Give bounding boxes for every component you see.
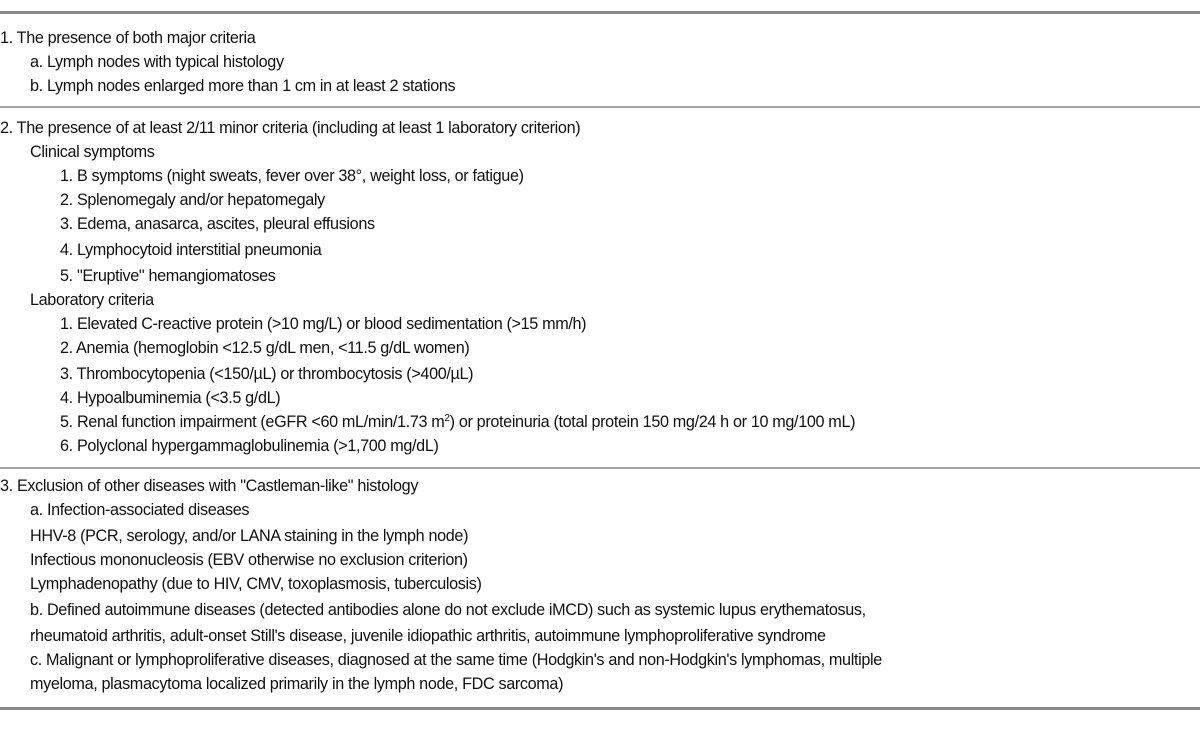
criterion-item: 4. Lymphocytoid interstitial pneumonia (60, 241, 322, 259)
superscript: 2 (444, 413, 450, 424)
exclusion-item: HHV-8 (PCR, serology, and/or LANA staining in the lymph node) (30, 527, 469, 545)
section-divider (0, 467, 1200, 469)
criterion-item: 1. B symptoms (night sweats, fever over 38°, weight loss, or fatigue) (60, 167, 524, 185)
exclusion-item: Infectious mononucleosis (EBV otherwise no exclusion criterion) (30, 551, 468, 569)
exclusion-item: rheumatoid arthritis, adult-onset Still's disease, juvenile idiopathic arthritis, autoimmune lymphoproliferative syndrome (30, 627, 826, 645)
bottom-rule (0, 707, 1200, 710)
section-heading: 3. Exclusion of other diseases with "Castleman-like" histology (0, 477, 419, 495)
criterion-item: 5. "Eruptive" hemangiomatoses (60, 267, 276, 285)
criterion-item: 2. Anemia (hemoglobin <12.5 g/dL men, <11.5 g/dL women) (60, 339, 470, 357)
subheading-laboratory-criteria: Laboratory criteria (30, 291, 154, 309)
criterion-item: a. Lymph nodes with typical histology (30, 53, 284, 71)
renal-text-start: 5. Renal function impairment (eGFR <60 mL/min/1.73 m (60, 413, 445, 431)
criterion-item: 1. Elevated C-reactive protein (>10 mg/L) or blood sedimentation (>15 mm/h) (60, 315, 587, 333)
criterion-item: 3. Edema, anasarca, ascites, pleural effusions (60, 215, 375, 233)
section-heading: 1. The presence of both major criteria (0, 29, 256, 47)
criterion-item: 6. Polyclonal hypergammaglobulinemia (>1,700 mg/dL) (60, 437, 439, 455)
exclusion-item: a. Infection-associated diseases (30, 501, 250, 519)
section-divider (0, 106, 1200, 108)
exclusion-item: Lymphadenopathy (due to HIV, CMV, toxoplasmosis, tuberculosis) (30, 575, 482, 593)
exclusion-item: c. Malignant or lymphoproliferative diseases, diagnosed at the same time (Hodgkin's and non-Hodgkin's lymphomas, multiple (30, 651, 882, 669)
criterion-item-renal (60, 412, 855, 432)
criterion-item: b. Lymph nodes enlarged more than 1 cm in at least 2 stations (30, 77, 456, 95)
exclusion-item: b. Defined autoimmune diseases (detected antibodies alone do not exclude iMCD) such as systemic lupus erythematosus, (30, 601, 866, 619)
exclusion-item: myeloma, plasmacytoma localized primarily in the lymph node, FDC sarcoma) (30, 675, 564, 693)
criterion-item: 2. Splenomegaly and/or hepatomegaly (60, 191, 325, 209)
section-heading: 2. The presence of at least 2/11 minor criteria (including at least 1 laboratory criterion) (0, 119, 581, 137)
subheading-clinical-symptoms: Clinical symptoms (30, 143, 155, 161)
criterion-item: 3. Thrombocytopenia (<150/µL) or thrombocytosis (>400/µL) (60, 365, 474, 383)
top-rule (0, 11, 1200, 14)
criterion-item: 4. Hypoalbuminemia (<3.5 g/dL) (60, 389, 281, 407)
renal-text-end: ) or proteinuria (total protein 150 mg/24 h or 10 mg/100 mL) (449, 413, 856, 431)
